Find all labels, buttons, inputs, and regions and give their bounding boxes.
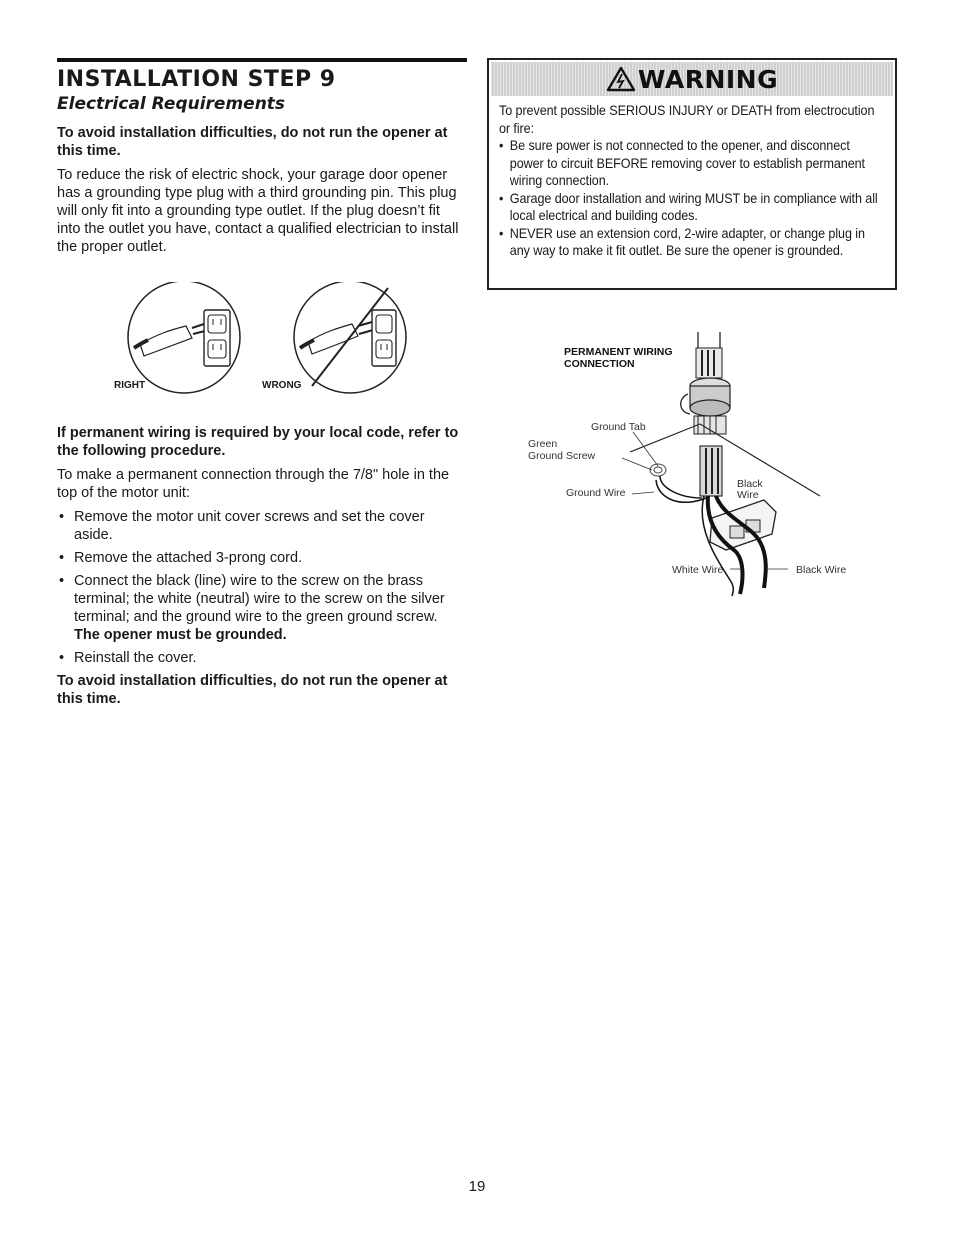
warning-body bbox=[489, 98, 895, 260]
intro-warning-text: To avoid installation difficulties, do not run the opener at this time. bbox=[57, 125, 448, 159]
warning-list bbox=[499, 137, 886, 260]
right-label: RIGHT bbox=[114, 380, 146, 391]
left-column bbox=[57, 58, 467, 262]
black-label: Black bbox=[737, 478, 763, 490]
closing-warning-text: To avoid installation difficulties, do not run the opener at this time. bbox=[57, 673, 448, 707]
step-subtitle: Electrical Requirements bbox=[57, 94, 286, 114]
list-item: • Be sure power is not connected to the opener, and disconnect power to circuit BEFORE removing cover to establish permanent wiring connection. bbox=[499, 137, 886, 190]
permanent-wiring-section bbox=[57, 424, 467, 714]
permanent-wiring-heading: If permanent wiring is required by your local code, refer to the following procedure. bbox=[57, 425, 459, 459]
step-title: INSTALLATION STEP 9 bbox=[57, 67, 336, 92]
grounded-emphasis: The opener must be grounded. bbox=[74, 627, 287, 643]
black-wire-label: Black Wire bbox=[796, 564, 847, 576]
plug-outlet-figure bbox=[100, 282, 420, 400]
list-item: • Remove the attached 3-prong cord. bbox=[57, 549, 467, 567]
list-item bbox=[57, 572, 467, 644]
ground-wire-label: Ground Wire bbox=[566, 487, 626, 499]
wrong-label: WRONG bbox=[262, 380, 302, 391]
intro-paragraph: To reduce the risk of electric shock, your garage door opener has a grounding type plug with a third grounding pin. This plug will only fit into a grounding type outlet. If the plug doesn’t fit into the outlet you have, contact a qualified electrician to install the proper outlet. bbox=[57, 167, 459, 255]
procedure-list bbox=[57, 508, 467, 667]
list-item: • Garage door installation and wiring MUST be in compliance with all local electrical and building codes. bbox=[499, 190, 886, 225]
wiring-figure-title bbox=[564, 346, 673, 370]
wiring-title-line: CONNECTION bbox=[564, 358, 635, 370]
permanent-wiring-intro: To make a permanent connection through the 7/8" hole in the top of the motor unit: bbox=[57, 467, 450, 501]
page-number: 19 bbox=[468, 1178, 486, 1195]
wiring-figure bbox=[520, 328, 860, 598]
wire-label: Wire bbox=[737, 489, 759, 501]
electrical-hazard-icon bbox=[606, 66, 636, 92]
step-rule bbox=[57, 58, 467, 62]
wrong-plug-illustration bbox=[294, 282, 406, 393]
list-item: • Remove the motor unit cover screws and set the cover aside. bbox=[57, 508, 467, 544]
right-plug-illustration bbox=[128, 282, 240, 393]
ground-screw-label: Ground Screw bbox=[528, 450, 596, 462]
wiring-title-line: PERMANENT WIRING bbox=[564, 346, 673, 358]
warning-header bbox=[491, 62, 893, 96]
list-item: • NEVER use an extension cord, 2-wire adapter, or change plug in any way to make it fit outlet. Be sure the opener is grounded. bbox=[499, 225, 886, 260]
warning-title: WARNING bbox=[637, 64, 779, 94]
white-wire-label: White Wire bbox=[672, 564, 724, 576]
warning-box bbox=[487, 58, 897, 290]
plug-outlet-illustration bbox=[100, 282, 420, 400]
warning-intro: To prevent possible SERIOUS INJURY or DEATH from electrocution or fire: bbox=[499, 102, 875, 136]
list-item: • Reinstall the cover. bbox=[57, 649, 467, 667]
connect-wires-text: Connect the black (line) wire to the screw on the brass terminal; the white (neutral) wire to the screw on the silver terminal; and the ground wire to the green ground screw. bbox=[74, 573, 445, 625]
ground-tab-label: Ground Tab bbox=[591, 421, 646, 433]
green-label: Green bbox=[528, 438, 558, 450]
